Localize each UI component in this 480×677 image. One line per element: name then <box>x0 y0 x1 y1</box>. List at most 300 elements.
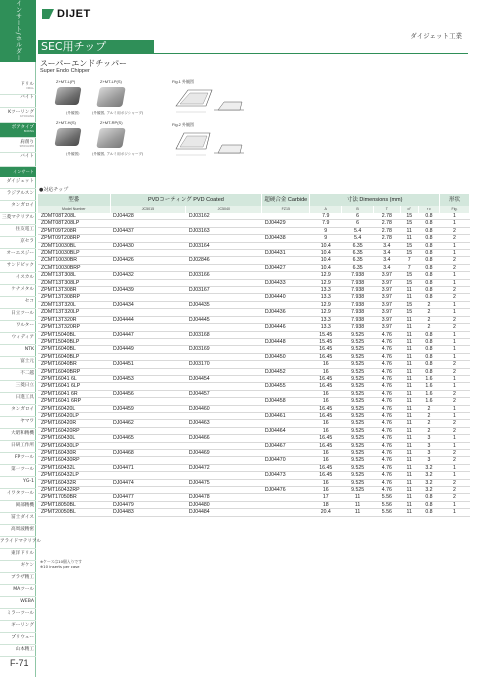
table-cell <box>262 390 310 397</box>
table-row <box>38 361 470 368</box>
table-cell: 15 <box>400 213 418 220</box>
table-cell: 11 <box>400 316 418 323</box>
table-cell <box>110 398 186 405</box>
footnote <box>40 559 82 569</box>
table-cell: 1 <box>440 412 470 419</box>
table-cell <box>110 427 186 434</box>
table-cell: 11 <box>400 479 418 486</box>
model-number-cell: ZPMT13T320R <box>38 316 110 323</box>
table-cell: 6.35 <box>342 250 374 257</box>
table-cell: DJ03162 <box>186 213 262 220</box>
table-cell: DJ03170 <box>186 361 262 368</box>
table-cell: 3.2 <box>418 464 439 471</box>
side-brand-item[interactable]: 京セラ <box>0 237 36 249</box>
table-row <box>38 309 470 316</box>
subheader-cell: T <box>374 206 400 213</box>
table-cell: 11 <box>400 427 418 434</box>
table-cell: 4.76 <box>374 383 400 390</box>
side-brand-item[interactable]: NTK <box>0 345 36 357</box>
table-cell: 2 <box>418 324 439 331</box>
title-rule <box>38 53 468 54</box>
table-cell: DJ03169 <box>186 346 262 353</box>
table-row <box>38 398 470 405</box>
dijet-logo <box>42 6 112 22</box>
table-cell: 2 <box>440 294 470 301</box>
side-brand-item[interactable]: ヤマワ <box>0 417 36 429</box>
fig1-label: Fig.1 外観図 <box>172 79 195 84</box>
header-pvd: PVDコーティング PVD Coated <box>110 194 262 206</box>
figure-label-c: Z+MT-H(S) <box>56 120 76 125</box>
side-tab-item[interactable] <box>0 152 36 167</box>
table-cell: 7 <box>400 264 418 271</box>
table-cell: DJ04463 <box>186 420 262 427</box>
table-cell: DJ04426 <box>110 257 186 264</box>
table-cell: DJ04469 <box>186 450 262 457</box>
table-cell: 3.4 <box>374 257 400 264</box>
side-brand-item[interactable]: ケナメタル <box>0 285 36 297</box>
table-cell: 0.8 <box>418 294 439 301</box>
table-cell: 1 <box>440 442 470 449</box>
subheader-cell: r ε <box>418 206 439 213</box>
model-number-cell: ZDMT13T320LP <box>38 309 110 316</box>
side-tab-item[interactable] <box>0 138 36 153</box>
table-cell: DJ04457 <box>186 390 262 397</box>
table-cell <box>262 257 310 264</box>
caption-c: (外観図) <box>66 152 80 156</box>
table-cell: 11 <box>342 494 374 501</box>
table-cell: 11 <box>400 472 418 479</box>
table-cell <box>262 361 310 368</box>
table-cell <box>110 472 186 479</box>
table-cell: 2 <box>440 420 470 427</box>
table-cell: 2 <box>440 494 470 501</box>
table-cell: 4.76 <box>374 338 400 345</box>
side-brand-item[interactable]: WEBA <box>0 597 36 609</box>
table-row <box>38 450 470 457</box>
table-row <box>38 235 470 242</box>
insert-photo-a <box>54 87 81 105</box>
table-cell: DJ04468 <box>110 450 186 457</box>
model-number-cell: ZPMT160420R <box>38 420 110 427</box>
side-brand-item[interactable]: ウィディア <box>0 333 36 345</box>
table-cell <box>186 383 262 390</box>
model-number-cell: ZPMT16040BLP <box>38 353 110 360</box>
footnote-line-1: ※ケースは10個入りです <box>40 559 82 564</box>
table-cell: 9.525 <box>342 368 374 375</box>
table-cell: 9.525 <box>342 412 374 419</box>
table-cell: DJ04455 <box>262 383 310 390</box>
table-cell: 9.525 <box>342 442 374 449</box>
table-cell: 2 <box>418 316 439 323</box>
side-brand-item[interactable]: 不二越 <box>0 369 36 381</box>
table-cell: DJ04471 <box>110 464 186 471</box>
table-cell: 16.45 <box>310 442 342 449</box>
table-cell: 12.9 <box>310 272 342 279</box>
model-number-cell: ZPMT16040BRP <box>38 368 110 375</box>
table-cell: 0.8 <box>418 494 439 501</box>
table-cell: 15.45 <box>310 331 342 338</box>
table-cell: DJ04465 <box>110 435 186 442</box>
page-number: F-71 <box>10 658 29 668</box>
table-cell: 3.97 <box>374 309 400 316</box>
table-row <box>38 368 470 375</box>
side-brand-item[interactable]: イワタツール <box>0 489 36 501</box>
table-cell: DJ04473 <box>262 472 310 479</box>
table-row <box>38 427 470 434</box>
side-brand-item[interactable]: アライドマテリアル <box>0 537 36 549</box>
table-cell: DJ04472 <box>186 464 262 471</box>
table-cell: DJ03168 <box>186 331 262 338</box>
subheader-cell: JC5040 <box>186 206 262 213</box>
table-cell <box>262 227 310 234</box>
table-cell: 4.76 <box>374 472 400 479</box>
table-cell <box>262 213 310 220</box>
side-brand-item[interactable]: 三菱日立 <box>0 381 36 393</box>
insert-spec-table <box>38 194 470 517</box>
table-cell: 9.525 <box>342 427 374 434</box>
table-cell: 4.76 <box>374 457 400 464</box>
table-cell: 3 <box>418 450 439 457</box>
table-cell <box>186 427 262 434</box>
model-number-cell: ZDMT13T320L <box>38 301 110 308</box>
side-brand-item[interactable]: FPツール <box>0 453 36 465</box>
model-number-cell: ZPMT160432L <box>38 464 110 471</box>
side-brand-item[interactable]: タンガロイ <box>0 201 36 213</box>
table-cell: 11 <box>400 390 418 397</box>
model-number-cell: ZPMT16040BR <box>38 361 110 368</box>
header-model: 型番 <box>38 194 110 206</box>
side-brand-item[interactable]: 岡部精機 <box>0 501 36 513</box>
table-cell: 7.938 <box>342 324 374 331</box>
side-brand-item[interactable]: イスカル <box>0 273 36 285</box>
table-cell: 0.8 <box>418 250 439 257</box>
subtitle-japanese: スーパーエンドチッパー <box>40 59 127 68</box>
table-cell: 11 <box>400 375 418 382</box>
table-cell: 1 <box>440 220 470 227</box>
table-row <box>38 479 470 486</box>
table-cell: DJ04456 <box>110 390 186 397</box>
side-brand-item[interactable]: ワルター <box>0 321 36 333</box>
side-brand-item[interactable]: ラジアルスン <box>0 189 36 201</box>
table-cell: 0.8 <box>418 361 439 368</box>
figure-label-d: Z+MT-RP(S) <box>100 120 123 125</box>
table-cell: 16.45 <box>310 375 342 382</box>
table-cell: 11 <box>400 361 418 368</box>
side-brand-item[interactable]: 第一ツール <box>0 465 36 477</box>
table-cell: DJ04432 <box>110 272 186 279</box>
table-cell: 2 <box>418 427 439 434</box>
model-number-cell: ZPMT09T208RP <box>38 235 110 242</box>
table-cell: 5.56 <box>374 501 400 508</box>
table-cell: 2 <box>440 361 470 368</box>
table-cell: 4.76 <box>374 479 400 486</box>
table-cell: 7.9 <box>310 213 342 220</box>
table-cell: 4.76 <box>374 427 400 434</box>
table-row <box>38 316 470 323</box>
table-cell <box>186 368 262 375</box>
insert-photo-b <box>96 87 126 107</box>
side-brand-item[interactable]: 富士元 <box>0 357 36 369</box>
side-brand-item[interactable]: ダイジェット <box>0 177 36 189</box>
table-cell: 1 <box>440 309 470 316</box>
table-cell: 11 <box>400 464 418 471</box>
model-number-cell: ZPMT160432RP <box>38 487 110 494</box>
side-tab-label: バイト <box>20 95 34 100</box>
side-brand-item[interactable]: ブラザ精工 <box>0 573 36 585</box>
applicable-chips-heading: ●対応チップ <box>39 187 69 193</box>
table-cell: DJ04464 <box>262 427 310 434</box>
table-cell <box>262 435 310 442</box>
table-cell <box>110 279 186 286</box>
table-cell: 18 <box>310 501 342 508</box>
table-cell: 0.8 <box>418 509 439 516</box>
model-number-cell: ZPMT160420L <box>38 405 110 412</box>
table-cell: 11 <box>400 398 418 405</box>
table-cell: 4.76 <box>374 353 400 360</box>
table-cell: 3.97 <box>374 301 400 308</box>
model-number-cell: ZPMT160432LP <box>38 472 110 479</box>
table-row <box>38 227 470 234</box>
table-cell: DJ04429 <box>262 220 310 227</box>
table-cell: DJ04453 <box>110 375 186 382</box>
table-cell: 16.45 <box>310 383 342 390</box>
table-cell: 4.76 <box>374 487 400 494</box>
table-cell: 15 <box>400 220 418 227</box>
table-cell: 4.76 <box>374 420 400 427</box>
side-brand-item[interactable]: YG-1 <box>0 477 36 489</box>
side-tab-label: ボアタイプ <box>11 125 34 130</box>
table-cell: 4.76 <box>374 375 400 382</box>
table-cell: 11 <box>400 235 418 242</box>
table-cell: 2.78 <box>374 227 400 234</box>
table-cell: DJ04444 <box>110 316 186 323</box>
table-cell: 15 <box>400 250 418 257</box>
table-cell: DJ03164 <box>186 242 262 249</box>
table-cell: DJ04435 <box>186 301 262 308</box>
table-cell: 9.525 <box>342 383 374 390</box>
table-cell <box>186 279 262 286</box>
table-cell: 4.76 <box>374 361 400 368</box>
table-cell: 10.4 <box>310 257 342 264</box>
table-cell <box>110 309 186 316</box>
table-cell: DJ04439 <box>110 287 186 294</box>
table-cell: 1 <box>440 435 470 442</box>
table-cell: DJ04476 <box>262 487 310 494</box>
table-cell: 4.76 <box>374 331 400 338</box>
table-cell: 16.45 <box>310 412 342 419</box>
model-number-cell: ZPMT13T320RP <box>38 324 110 331</box>
table-cell: 1 <box>440 464 470 471</box>
table-cell: DJ04460 <box>186 405 262 412</box>
table-cell: 9.525 <box>342 353 374 360</box>
table-cell: 16 <box>310 479 342 486</box>
side-brand-item[interactable]: MAツール <box>0 585 36 597</box>
table-cell: 0.8 <box>418 338 439 345</box>
table-cell: 0.8 <box>418 279 439 286</box>
table-row <box>38 412 470 419</box>
table-row <box>38 420 470 427</box>
table-cell: DJ04438 <box>262 235 310 242</box>
table-cell: 16.45 <box>310 435 342 442</box>
side-brand-item[interactable]: セコ <box>0 297 36 309</box>
table-row <box>38 272 470 279</box>
side-brand-item[interactable]: 日進工具 <box>0 393 36 405</box>
model-number-cell: ZPMT16040BL <box>38 346 110 353</box>
table-cell: DJ04430 <box>110 242 186 249</box>
table-cell: 16.45 <box>310 405 342 412</box>
table-cell: 7.938 <box>342 309 374 316</box>
side-tab-item[interactable] <box>0 123 36 138</box>
table-cell <box>110 294 186 301</box>
table-cell: 9.525 <box>342 420 374 427</box>
table-row <box>38 346 470 353</box>
model-number-cell: ZPMT16041 6L <box>38 375 110 382</box>
model-number-cell: ZPMT160430RP <box>38 457 110 464</box>
table-cell: 1 <box>440 375 470 382</box>
table-cell: 3.4 <box>374 242 400 249</box>
table-cell: 6.35 <box>342 264 374 271</box>
table-row <box>38 242 470 249</box>
page-title: SEC用チップ <box>38 40 154 54</box>
table-cell: 7.9 <box>310 220 342 227</box>
model-number-cell: ZPMT16041 6RP <box>38 398 110 405</box>
table-cell: 15.45 <box>310 338 342 345</box>
table-cell: 9.525 <box>342 361 374 368</box>
table-cell: 3.4 <box>374 250 400 257</box>
side-brand-item[interactable]: 住友電工 <box>0 225 36 237</box>
table-cell: DJ04436 <box>262 309 310 316</box>
table-cell <box>186 324 262 331</box>
table-cell: 2 <box>418 301 439 308</box>
side-index <box>0 0 42 677</box>
subheader-cell: FZ15 <box>262 206 310 213</box>
table-cell: 5.4 <box>342 235 374 242</box>
table-cell: 11 <box>400 494 418 501</box>
table-cell <box>262 405 310 412</box>
subheader-cell: B <box>342 206 374 213</box>
table-cell: 3 <box>418 435 439 442</box>
table-cell: 16 <box>310 427 342 434</box>
side-brand-item[interactable]: ギーリング <box>0 621 36 633</box>
table-cell: 16 <box>310 457 342 464</box>
table-cell: 16.45 <box>310 472 342 479</box>
side-brand-item[interactable]: オーエスジー <box>0 249 36 261</box>
table-cell <box>110 457 186 464</box>
header-dimensions: 寸法 Dimensions (mm) <box>310 194 440 206</box>
dijet-logo-mark <box>42 9 54 19</box>
table-cell: 7.938 <box>342 287 374 294</box>
table-cell: 2 <box>440 450 470 457</box>
table-cell: 0.8 <box>418 287 439 294</box>
table-cell: 16.45 <box>310 464 342 471</box>
header-carbide: 超硬合金 Carbide <box>262 194 310 206</box>
table-cell <box>110 383 186 390</box>
table-cell: 0.8 <box>418 227 439 234</box>
footnote-line-2: ※10 inserts per case <box>40 564 80 569</box>
table-cell: 1 <box>440 242 470 249</box>
table-cell: 6 <box>342 220 374 227</box>
table-cell: 3 <box>418 457 439 464</box>
table-cell: 1 <box>440 346 470 353</box>
side-brand-item[interactable]: ギケン <box>0 561 36 573</box>
side-tab-item[interactable] <box>0 108 36 123</box>
table-cell: 1 <box>440 331 470 338</box>
side-brand-item[interactable]: 冨士ダイス <box>0 513 36 525</box>
table-cell: 3.97 <box>374 294 400 301</box>
table-cell <box>262 450 310 457</box>
side-tab-item[interactable] <box>0 93 36 108</box>
table-cell: 2 <box>440 457 470 464</box>
table-cell <box>262 301 310 308</box>
table-cell <box>262 494 310 501</box>
table-cell: 9 <box>310 227 342 234</box>
table-cell <box>186 264 262 271</box>
table-cell: 3.97 <box>374 316 400 323</box>
side-brand-item[interactable]: プリウェー <box>0 633 36 645</box>
table-cell: 0.8 <box>418 220 439 227</box>
table-cell: 2 <box>418 405 439 412</box>
table-cell: 0.8 <box>418 235 439 242</box>
table-cell: DJ03167 <box>186 287 262 294</box>
side-brand-item[interactable]: 高周波精密 <box>0 525 36 537</box>
table-cell <box>186 398 262 405</box>
table-cell: 9.525 <box>342 435 374 442</box>
table-cell: 0.8 <box>418 257 439 264</box>
table-cell: DJ04467 <box>262 442 310 449</box>
table-cell: 0.8 <box>418 264 439 271</box>
table-cell: 0.8 <box>418 368 439 375</box>
table-cell: 12.9 <box>310 309 342 316</box>
model-number-cell: ZPMT15040BLP <box>38 338 110 345</box>
table-cell: 7.938 <box>342 272 374 279</box>
table-row <box>38 494 470 501</box>
table-cell <box>186 353 262 360</box>
side-tab-sublabel: BORING <box>23 130 34 134</box>
side-brand-item[interactable]: ミラーツール <box>0 609 36 621</box>
side-brand-item[interactable]: 日研工作所 <box>0 441 36 453</box>
table-row <box>38 457 470 464</box>
table-row <box>38 213 470 220</box>
side-brand-item[interactable]: 山本精工 <box>0 645 36 657</box>
figure-label-b: Z+MT-LP(S) <box>100 79 122 84</box>
side-brand-item[interactable]: タンガロイ <box>0 405 36 417</box>
table-cell <box>186 338 262 345</box>
table-cell: 11 <box>400 487 418 494</box>
table-cell: 11 <box>400 457 418 464</box>
side-brand-item[interactable]: 東洋ドリル <box>0 549 36 561</box>
table-row <box>38 257 470 264</box>
table-cell: DJ04478 <box>186 494 262 501</box>
table-cell: DJ04454 <box>186 375 262 382</box>
table-cell <box>110 220 186 227</box>
table-cell: 4.76 <box>374 368 400 375</box>
table-cell <box>262 375 310 382</box>
side-brand-item[interactable]: 大昭和精機 <box>0 429 36 441</box>
table-cell: 15 <box>400 242 418 249</box>
table-cell: 9.525 <box>342 346 374 353</box>
side-brand-item[interactable]: 三菱マテリアル <box>0 213 36 225</box>
table-cell: 2 <box>440 398 470 405</box>
side-category: インサート <box>0 167 36 177</box>
subheader-cell: Fig. <box>440 206 470 213</box>
table-cell: DJ04477 <box>110 494 186 501</box>
side-brand-item[interactable]: 日立ツール <box>0 309 36 321</box>
caption-b: (外観図, アルミ用ポジシャープ) <box>92 111 144 115</box>
table-cell: 16 <box>310 420 342 427</box>
model-number-cell: ZPMT18050BL <box>38 501 110 508</box>
side-brand-item[interactable]: サンドビック <box>0 261 36 273</box>
table-cell: 15 <box>400 301 418 308</box>
